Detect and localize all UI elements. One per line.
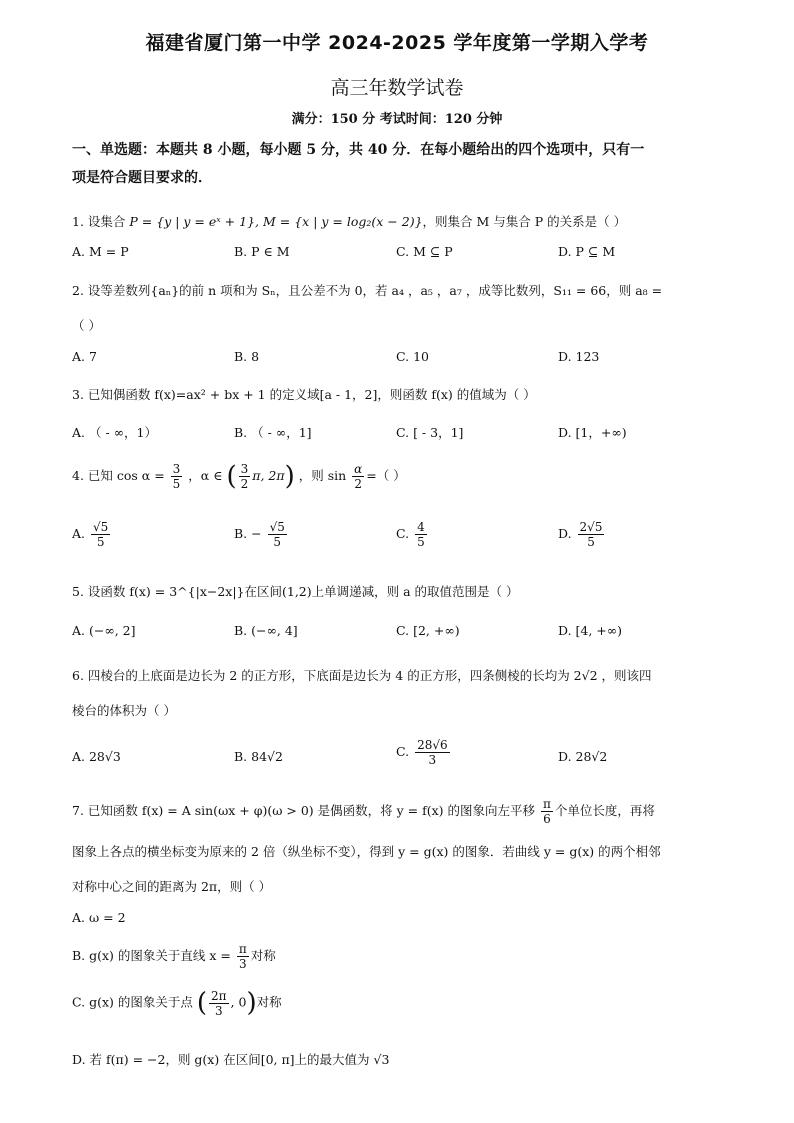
q4-cos-fraction: $\frac{3}{5}$ <box>172 462 181 491</box>
q3-option-b: B. （ - ∞，1] <box>234 425 312 440</box>
q5-option-d: D. [4, +∞) <box>558 623 623 638</box>
q7-stem-line3: 对称中心之间的距离为 2π，则（ ） <box>72 879 272 894</box>
section1-heading-line2: 项是符合题目要求的． <box>72 170 212 186</box>
q1-option-a: A. M = P <box>72 244 129 259</box>
exam-title: 福建省厦门第一中学 2024-2025 学年度第一学期入学考 <box>145 32 649 54</box>
q3-stem: 3. 已知偶函数 f(x)=ax² + bx + 1 的定义域[a - 1，2]，则函数 f(x) 的值域为（ ） <box>72 387 536 402</box>
q7-option-d: D. 若 f(π) = −2，则 g(x) 在区间[0, π]上的最大值为 √3 <box>72 1052 390 1067</box>
q4-interval-fraction: $\frac{3}{2}$ <box>240 462 249 491</box>
q6-stem-line2: 棱台的体积为（ ） <box>72 703 176 718</box>
q2-option-b: B. 8 <box>234 349 260 364</box>
q1-set-m: , M = {x | y = log₂(x − 2)} <box>255 214 423 229</box>
q7-option-c: C. g(x) 的图象关于点 ( $\frac{2\pi}{3}$ , 0)对称 <box>72 988 282 1018</box>
score-time-line: 满分：150 分 考试时间：120 分钟 <box>291 112 503 127</box>
q6-stem-line1: 6. 四棱台的上底面是边长为 2 的正方形，下底面是边长为 4 的正方形，四条侧棱的长均为 2√2 ，则该四 <box>72 668 652 683</box>
q2-option-c: C. 10 <box>396 349 429 364</box>
q1-set-p: P = {y | y = eˣ + 1} <box>129 214 256 229</box>
q3-option-a: A. （ - ∞，1） <box>72 425 158 440</box>
q5-option-c: C. [2, +∞) <box>396 623 460 638</box>
q3-option-d: D. [1，+∞) <box>558 425 627 440</box>
q5-option-b: B. (−∞, 4] <box>234 623 298 638</box>
q7-option-a: A. ω = 2 <box>72 910 126 925</box>
q4-option-a: A. $\frac{√5}{5}$ <box>72 520 109 549</box>
q4-option-d: D. $\frac{2√5}{5}$ <box>558 520 603 549</box>
q6-option-c: C. $\frac{28√6}{3}$ <box>396 738 448 767</box>
q1-stem: 1. 设集合 P = {y | y = eˣ + 1}, M = {x | y = log₂(x − 2)}，则集合 M 与集合 P 的关系是（ ） <box>72 214 627 229</box>
q2-option-d: D. 123 <box>558 349 600 364</box>
q2-stem-line1: 2. 设等差数列{aₙ}的前 n 项和为 Sₙ，且公差不为 0，若 a₄ ，a₅ ，a₇ ，成等比数列，S₁₁ = 66，则 a₈ = <box>72 283 663 298</box>
q6-option-a: A. 28√3 <box>72 749 121 764</box>
q5-stem: 5. 设函数 f(x) = 3^{|x−2x|}在区间(1,2)上单调递减，则 a 的取值范围是（ ） <box>72 584 519 599</box>
q4-stem: 4. 已知 cos α = $\frac{3}{5}$ ，α ∈ ( $\frac{3}{2}$ π, 2π) ，则 sin $\frac{\alpha}{2}$ =（ ） <box>72 461 406 492</box>
q2-option-a: A. 7 <box>72 349 97 364</box>
q3-option-c: C. [ - 3，1] <box>396 425 464 440</box>
q2-stem-line2: （ ） <box>72 318 101 333</box>
q1-option-b: B. P ∈ M <box>234 244 290 259</box>
q7-option-b: B. g(x) 的图象关于直线 x = $\frac{\pi}{3}$ 对称 <box>72 942 276 971</box>
q4-option-c: C. $\frac{4}{5}$ <box>396 520 425 549</box>
q1-option-d: D. P ⊆ M <box>558 244 616 259</box>
q5-option-a: A. (−∞, 2] <box>72 623 136 638</box>
q4-sin-fraction: $\frac{\alpha}{2}$ <box>354 462 363 491</box>
q7-stem-line1: 7. 已知函数 f(x) = A sin(ωx + φ)(ω > 0) 是偶函数，将 y = f(x) 的图象向左平移 $\frac{\pi}{6}$ 个单位长度，再将 <box>72 797 655 826</box>
q7-stem-line2: 图象上各点的横坐标变为原来的 2 倍（纵坐标不变），得到 y = g(x) 的图象．若曲线 y = g(x) 的两个相邻 <box>72 844 661 859</box>
exam-subtitle: 高三年数学试卷 <box>330 77 464 99</box>
q4-option-b: B. − $\frac{√5}{5}$ <box>234 520 285 549</box>
q6-option-d: D. 28√2 <box>558 749 608 764</box>
q6-option-b: B. 84√2 <box>234 749 283 764</box>
q1-option-c: C. M ⊆ P <box>396 244 453 259</box>
section1-heading-line1: 一、单选题：本题共 8 小题，每小题 5 分，共 40 分．在每小题给出的四个选项中，只有一 <box>72 142 645 158</box>
